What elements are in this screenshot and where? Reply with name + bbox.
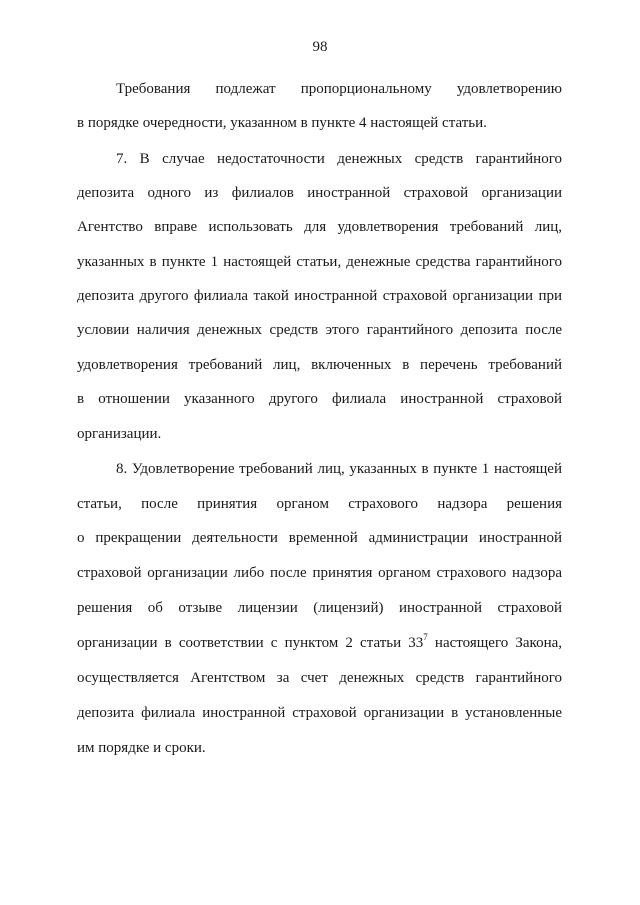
text-line: о прекращении деятельности временной администрации иностранной bbox=[77, 530, 562, 546]
text-line: 8. Удовлетворение требований лиц, указанных в пункте 1 настоящей bbox=[116, 461, 562, 477]
page-number: 98 bbox=[312, 39, 328, 55]
text-line-with-superscript bbox=[77, 633, 562, 653]
text-line: депозита другого филиала такой иностранной страховой организации при bbox=[77, 288, 562, 304]
text-segment: организации в соответствии с пунктом 2 статьи 33 bbox=[77, 635, 424, 651]
text-line: в отношении указанного другого филиала иностранной страховой bbox=[77, 391, 562, 407]
text-line: условии наличия денежных средств этого гарантийного депозита после bbox=[77, 322, 562, 338]
text-segment: настоящего Закона, bbox=[427, 635, 563, 651]
text-line: страховой организации либо после принятия органом страхового надзора bbox=[77, 565, 562, 581]
text-line: организации. bbox=[77, 426, 162, 442]
text-line: 7. В случае недостаточности денежных средств гарантийного bbox=[116, 151, 562, 167]
text-line: решения об отзыве лицензии (лицензий) иностранной страховой bbox=[77, 600, 562, 616]
text-line: Агентство вправе использовать для удовлетворения требований лиц, bbox=[77, 219, 562, 235]
text-line: статьи, после принятия органом страхового надзора решения bbox=[77, 496, 562, 512]
text-line: депозита одного из филиалов иностранной страховой организации bbox=[77, 185, 562, 201]
text-line: указанных в пункте 1 настоящей статьи, денежные средства гарантийного bbox=[77, 254, 562, 270]
text-line: удовлетворения требований лиц, включенных в перечень требований bbox=[77, 357, 562, 373]
text-line: осуществляется Агентством за счет денежных средств гарантийного bbox=[77, 670, 562, 686]
superscript: 7 bbox=[423, 632, 428, 642]
text-line: депозита филиала иностранной страховой организации в установленные bbox=[77, 705, 562, 721]
text-line: им порядке и сроки. bbox=[77, 740, 206, 756]
text-line: Требования подлежат пропорциональному удовлетворению bbox=[116, 81, 562, 97]
text-line: в порядке очередности, указанном в пункте 4 настоящей статьи. bbox=[77, 115, 487, 131]
